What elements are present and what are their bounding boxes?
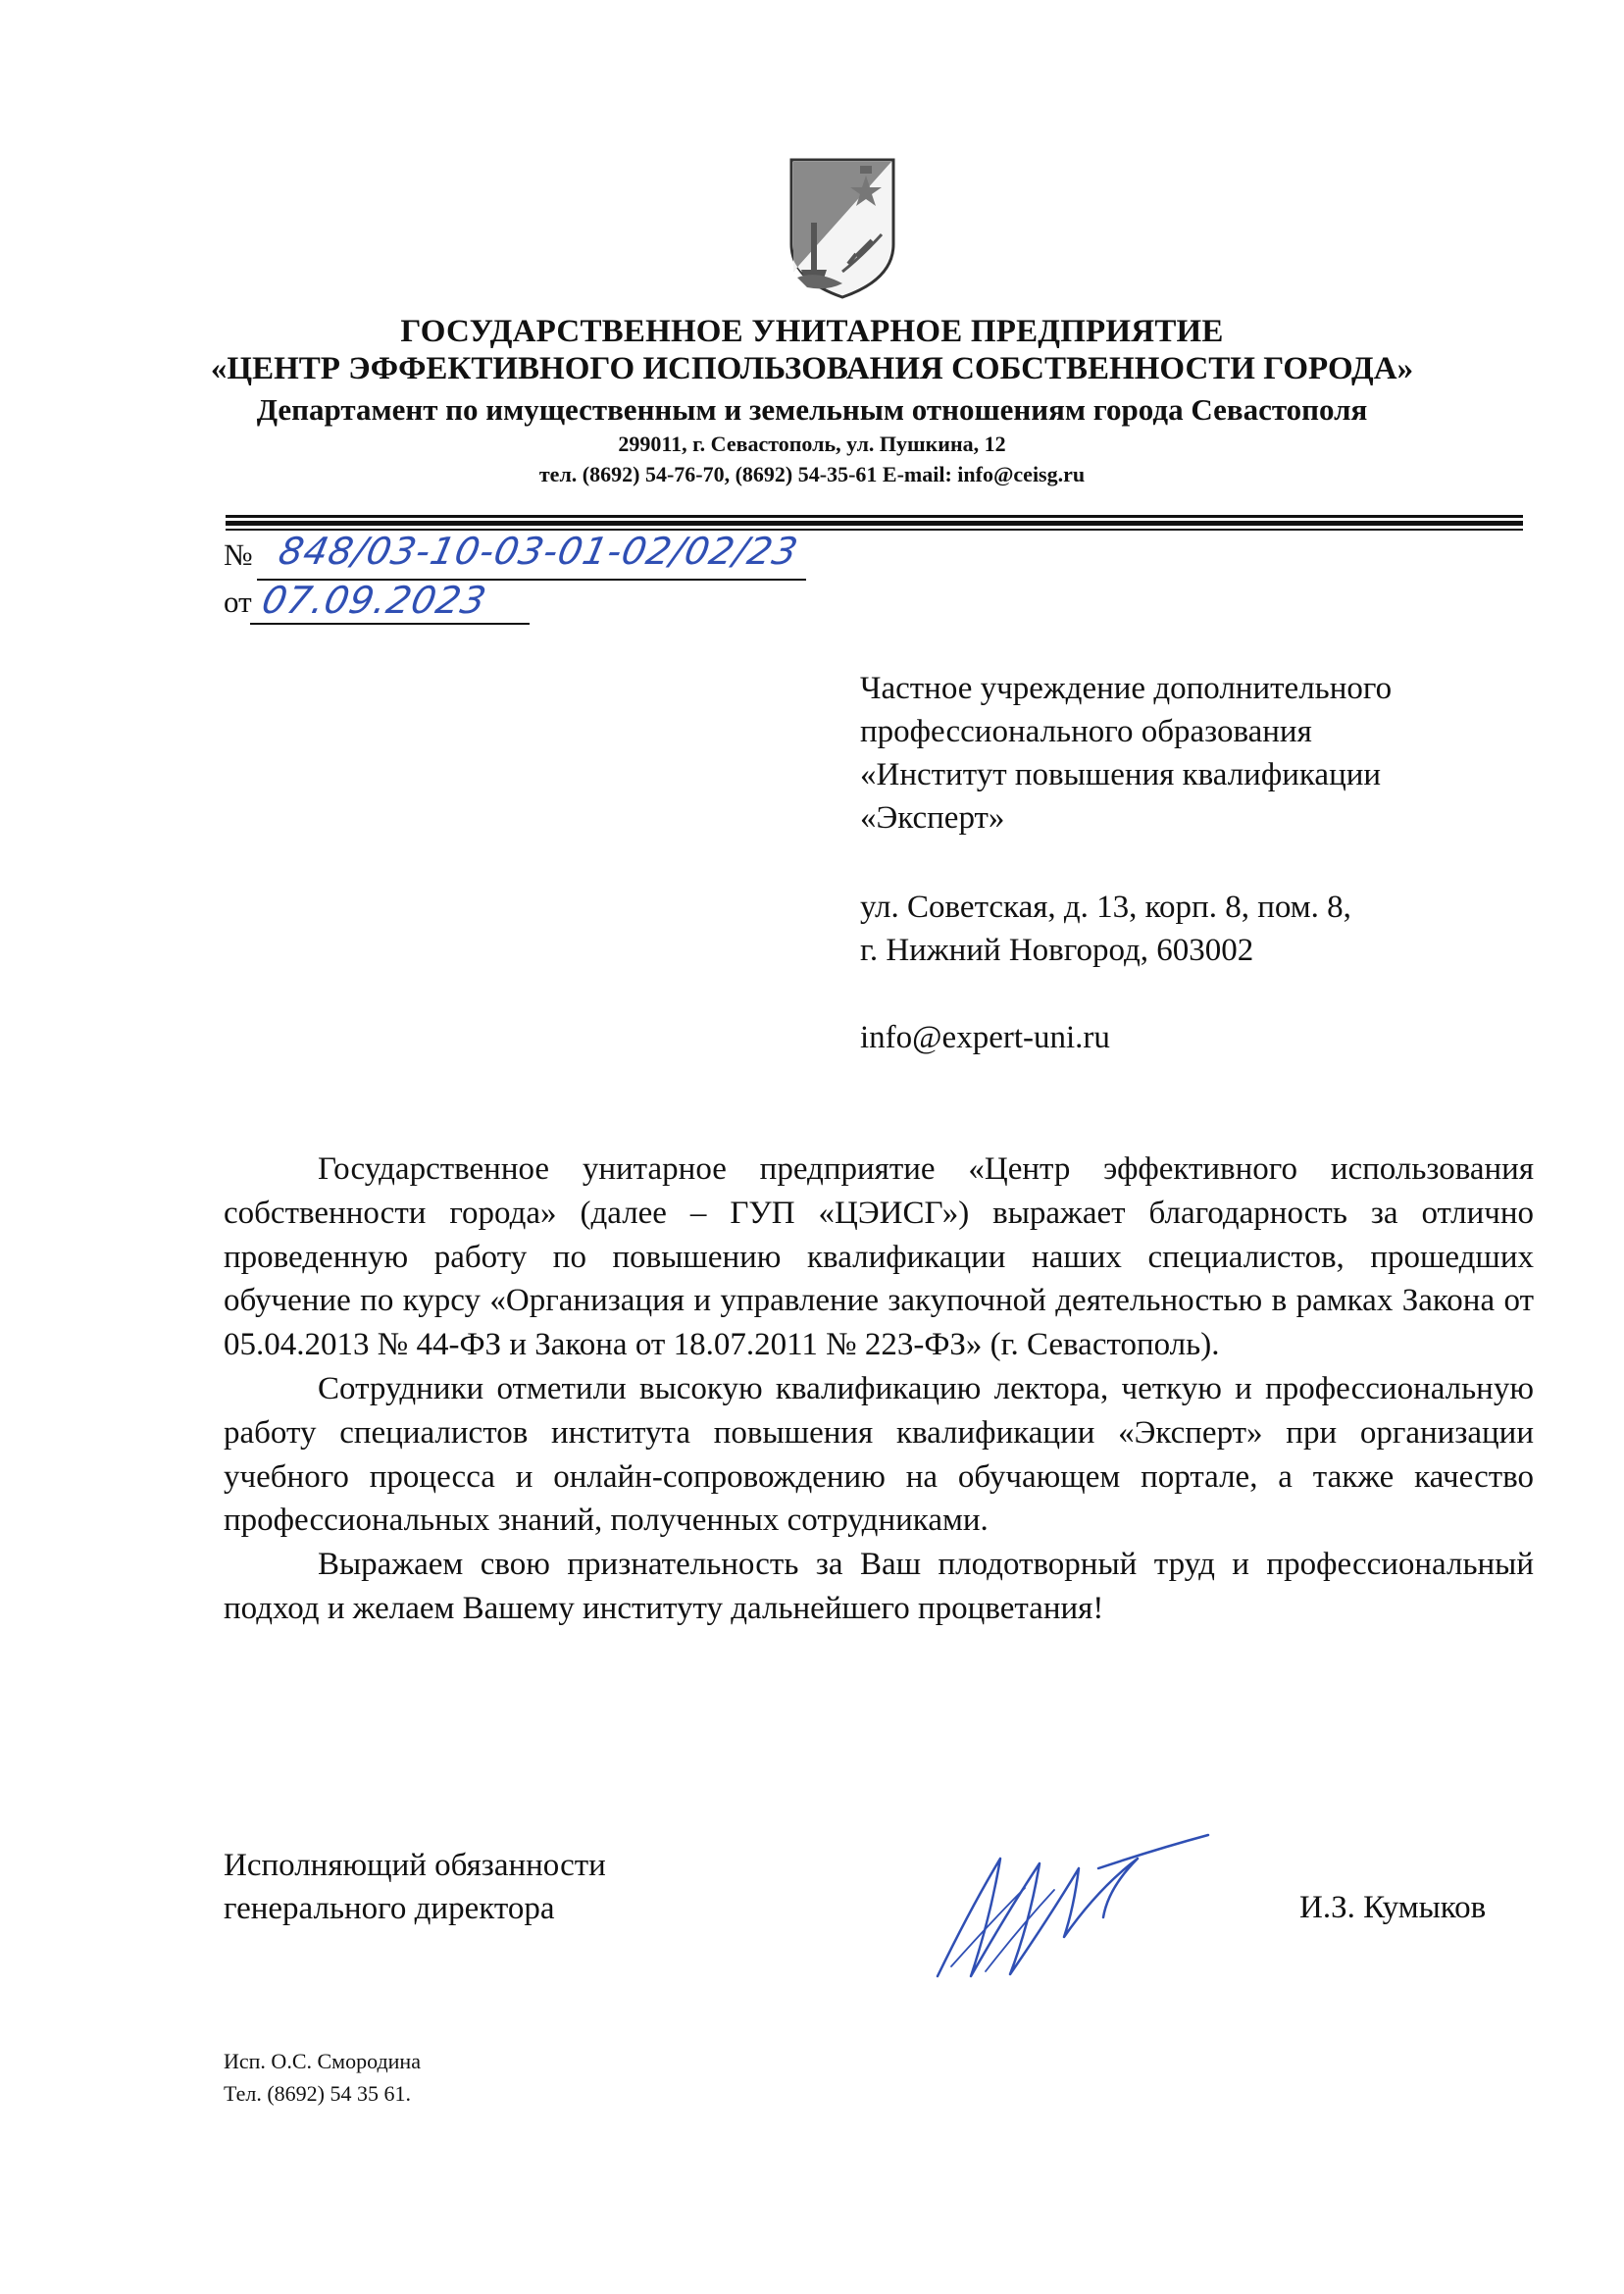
letter-body: [224, 1147, 1534, 1631]
signatory-position-line: Исполняющий обязанности: [224, 1848, 606, 1883]
reg-number-label: №: [224, 537, 253, 572]
recipient-email: info@expert-uni.ru: [860, 1020, 1110, 1055]
recipient-address-line: г. Нижний Новгород, 603002: [860, 933, 1254, 968]
body-paragraph: Государственное унитарное предприятие «Центр эффективного использования собственности города» (далее – ГУП «ЦЭИСГ») выражает благодарность за отлично проведенную работу по повышению квалификации наших специалистов, прошедших обучение по курсу «Организация и управление закупочной деятельностью в рамках Закона от 05.04.2013 № 44-ФЗ и Закона от 18.07.2011 № 223-ФЗ» (г. Севастополь).: [224, 1151, 1534, 1363]
recipient-name-line: Частное учреждение дополнительного: [860, 671, 1393, 706]
executor-name: Исп. О.С. Смородина: [224, 2049, 421, 2073]
handwritten-signature: [932, 1829, 1216, 1986]
recipient-address-line: ул. Советская, д. 13, корп. 8, пом. 8,: [860, 890, 1351, 925]
reg-date-underline: [250, 623, 530, 625]
signatory-name: И.З. Кумыков: [1299, 1890, 1487, 1925]
signatory-position: [224, 1844, 606, 1930]
header-divider: [226, 521, 1523, 526]
recipient-name-line: «Эксперт»: [860, 800, 1005, 836]
executor-phone: Тел. (8692) 54 35 61.: [224, 2081, 411, 2106]
reg-date-label: от: [224, 585, 252, 619]
recipient-name: [860, 667, 1392, 840]
reg-date-value: 07.09.2023: [258, 579, 491, 622]
org-address: 299011, г. Севастополь, ул. Пушкина, 12: [618, 432, 1006, 456]
recipient-address: [860, 886, 1351, 972]
org-name-line2: «ЦЕНТР ЭФФЕКТИВНОГО ИСПОЛЬЗОВАНИЯ СОБСТВЕННОСТИ ГОРОДА»: [210, 351, 1414, 386]
body-paragraph: Выражаем свою признательность за Ваш плодотворный труд и профессиональный подход и желаем Вашему институту дальнейшего процветания!: [224, 1547, 1534, 1626]
coat-of-arms-icon: [787, 154, 897, 301]
recipient-name-line: «Институт повышения квалификации: [860, 757, 1382, 792]
org-contacts: тел. (8692) 54-76-70, (8692) 54-35-61 E-mail: info@ceisg.ru: [538, 462, 1086, 486]
org-name-line1: ГОСУДАРСТВЕННОЕ УНИТАРНОЕ ПРЕДПРИЯТИЕ: [400, 314, 1224, 349]
executor-info: [224, 2045, 421, 2110]
signatory-position-line: генерального директора: [224, 1891, 555, 1926]
department-name: Департамент по имущественным и земельным отношениям города Севастополя: [256, 392, 1368, 427]
header-divider: [226, 515, 1523, 518]
reg-number-value: 848/03-10-03-01-02/02/23: [275, 530, 802, 573]
body-paragraph: Сотрудники отметили высокую квалификацию лектора, четкую и профессиональную работу специалистов института повышения квалификации «Эксперт» при организации учебного процесса и онлайн-сопровождению на обучающем портале, а также качество профессиональных знаний, полученных сотрудниками.: [224, 1370, 1534, 1539]
recipient-name-line: профессионального образования: [860, 714, 1312, 749]
